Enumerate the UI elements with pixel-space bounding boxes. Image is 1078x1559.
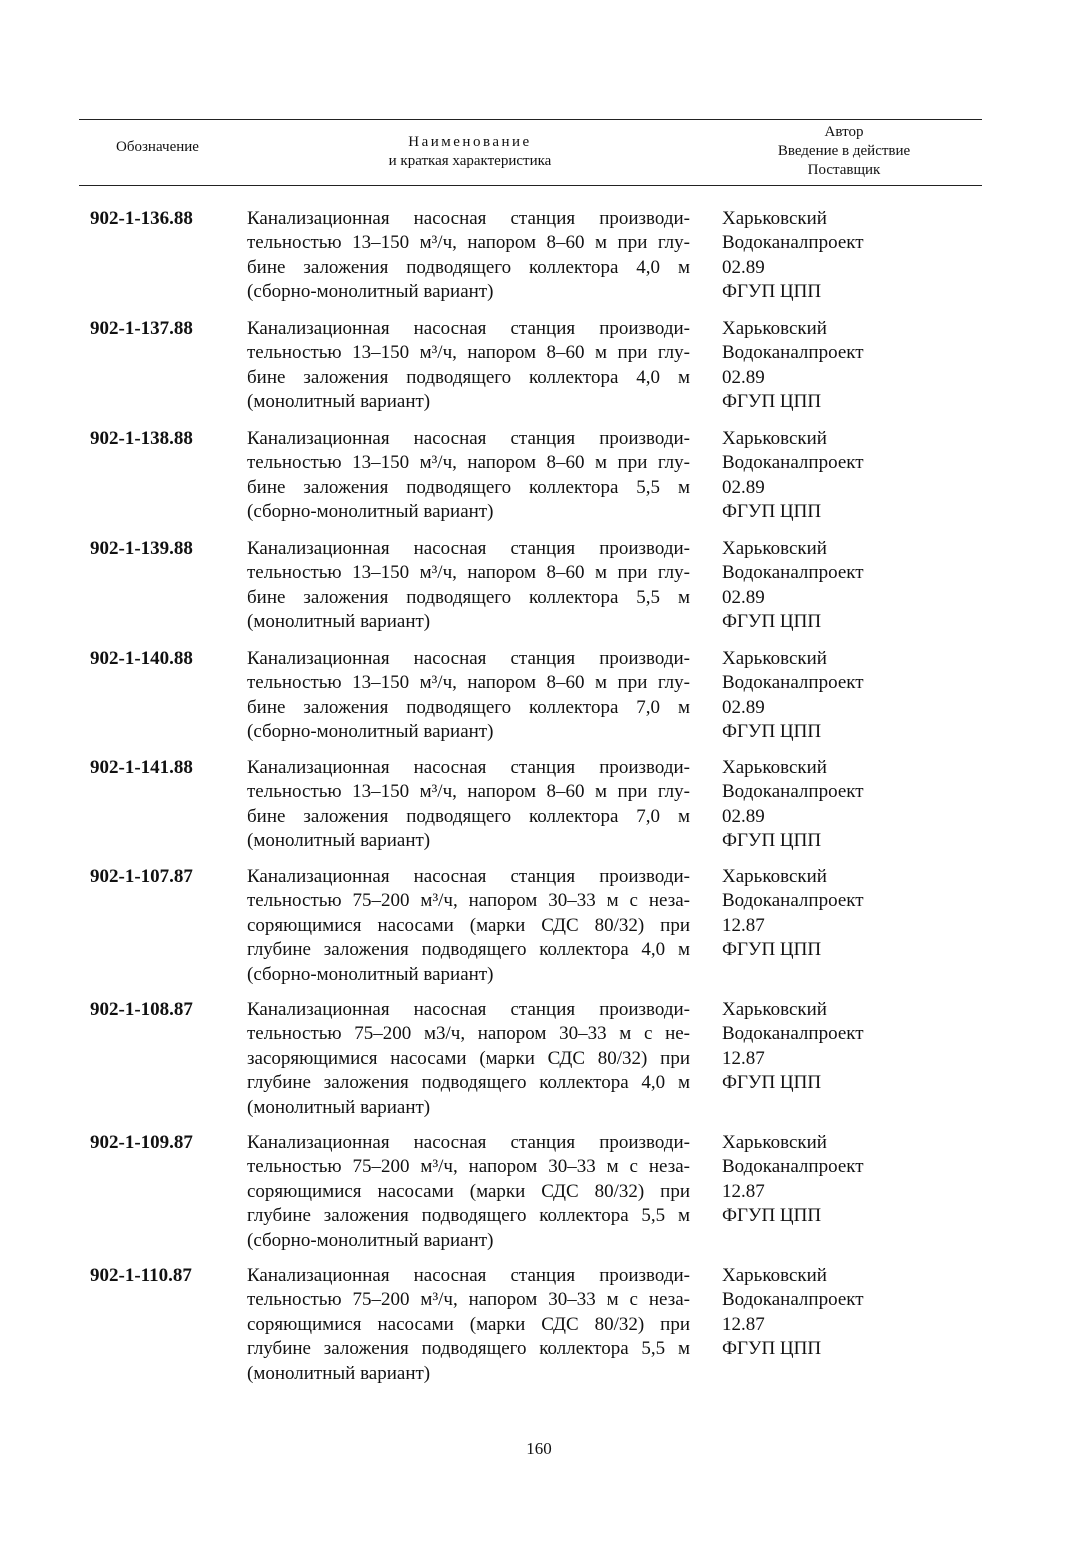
description-line: Канализационная насосная станция производи- xyxy=(247,757,690,778)
author-org: Водоканалпроект xyxy=(722,562,864,584)
entry-description xyxy=(247,756,690,854)
description-line: тельностью 13–150 м³/ч, напором 8–60 м при глу- xyxy=(247,452,690,474)
entry-code: 902-1-138.88 xyxy=(90,428,193,449)
entry-description xyxy=(247,865,690,987)
author-org: Водоканалпроект xyxy=(722,781,864,803)
entry-author xyxy=(722,427,972,525)
description-line: бине заложения подводящего коллектора 7,0 м xyxy=(247,696,690,718)
description-line: глубине заложения подводящего коллектора 4,0 м xyxy=(247,1072,690,1094)
entry-code: 902-1-140.88 xyxy=(90,648,193,669)
column-header-author-line: Автор xyxy=(824,124,864,140)
intro-date: 02.89 xyxy=(722,366,765,388)
author-city: Харьковский xyxy=(722,318,827,339)
entry-author xyxy=(722,647,972,745)
description-line: (монолитный вариант) xyxy=(247,1362,431,1384)
entry-code: 902-1-139.88 xyxy=(90,538,193,559)
column-header-author xyxy=(716,123,972,180)
intro-date: 02.89 xyxy=(722,476,765,498)
description-line: тельностью 75–200 м³/ч, напором 30–33 м с неза- xyxy=(247,1289,690,1311)
entry-author xyxy=(722,998,972,1096)
supplier: ФГУП ЦПП xyxy=(722,1338,822,1360)
description-line: Канализационная насосная станция производи- xyxy=(247,318,690,339)
page-number: 160 xyxy=(526,1439,552,1458)
intro-date: 02.89 xyxy=(722,256,765,278)
description-line: тельностью 13–150 м³/ч, напором 8–60 м при глу- xyxy=(247,342,690,364)
description-line: (сборно-монолитный вариант) xyxy=(247,1229,494,1251)
author-city: Харьковский xyxy=(722,1132,827,1153)
description-line: Канализационная насосная станция производи- xyxy=(247,208,690,229)
description-line: глубине заложения подводящего коллектора 5,5 м xyxy=(247,1205,690,1227)
supplier: ФГУП ЦПП xyxy=(722,611,822,633)
header-top-rule xyxy=(79,119,982,120)
entry-code: 902-1-109.87 xyxy=(90,1132,193,1153)
author-city: Харьковский xyxy=(722,648,827,669)
supplier: ФГУП ЦПП xyxy=(722,281,822,303)
entry-code: 902-1-137.88 xyxy=(90,318,193,339)
supplier: ФГУП ЦПП xyxy=(722,391,822,413)
author-city: Харьковский xyxy=(722,428,827,449)
entry-description xyxy=(247,647,690,745)
description-line: Канализационная насосная станция производи- xyxy=(247,1132,690,1153)
description-line: бине заложения подводящего коллектора 4,0 м xyxy=(247,256,690,278)
entry-author xyxy=(722,756,972,854)
supplier: ФГУП ЦПП xyxy=(722,1072,822,1094)
description-line: соряющимися насосами (марки СДС 80/32) при xyxy=(247,914,690,936)
author-org: Водоканалпроект xyxy=(722,342,864,364)
entry-author xyxy=(722,207,972,305)
intro-date: 12.87 xyxy=(722,914,765,936)
description-line: тельностью 13–150 м³/ч, напором 8–60 м при глу- xyxy=(247,232,690,254)
description-line: (монолитный вариант) xyxy=(247,830,431,852)
supplier: ФГУП ЦПП xyxy=(722,501,822,523)
intro-date: 12.87 xyxy=(722,1313,765,1335)
column-header-name-title: Наименование xyxy=(408,134,532,150)
entry-code: 902-1-110.87 xyxy=(90,1265,192,1286)
entry-author xyxy=(722,537,972,635)
description-line: (сборно-монолитный вариант) xyxy=(247,501,494,523)
author-org: Водоканалпроект xyxy=(722,672,864,694)
description-line: Канализационная насосная станция производи- xyxy=(247,648,690,669)
author-city: Харьковский xyxy=(722,1265,827,1286)
entry-code: 902-1-136.88 xyxy=(90,208,193,229)
author-org: Водоканалпроект xyxy=(722,1156,864,1178)
description-line: глубине заложения подводящего коллектора 4,0 м xyxy=(247,939,690,961)
entry-author xyxy=(722,1264,972,1362)
author-city: Харьковский xyxy=(722,208,827,229)
author-city: Харьковский xyxy=(722,538,827,559)
description-line: Канализационная насосная станция производи- xyxy=(247,538,690,559)
description-line: (монолитный вариант) xyxy=(247,391,431,413)
author-city: Харьковский xyxy=(722,999,827,1020)
author-org: Водоканалпроект xyxy=(722,452,864,474)
description-line: бине заложения подводящего коллектора 5,5 м xyxy=(247,586,690,608)
column-header-intro-line: Введение в действие xyxy=(777,143,911,159)
column-header-code: Обозначение xyxy=(116,139,199,155)
description-line: (сборно-монолитный вариант) xyxy=(247,963,494,985)
entry-description xyxy=(247,207,690,305)
description-line: Канализационная насосная станция производи- xyxy=(247,999,690,1020)
description-line: тельностью 13–150 м³/ч, напором 8–60 м при глу- xyxy=(247,672,690,694)
description-line: тельностью 13–150 м³/ч, напором 8–60 м при глу- xyxy=(247,562,690,584)
description-line: (монолитный вариант) xyxy=(247,611,431,633)
entry-author xyxy=(722,1131,972,1229)
author-city: Харьковский xyxy=(722,866,827,887)
description-line: Канализационная насосная станция производи- xyxy=(247,866,690,887)
header-bottom-rule xyxy=(79,185,982,186)
entry-description xyxy=(247,427,690,525)
description-line: тельностью 75–200 м3/ч, напором 30–33 м с не- xyxy=(247,1023,690,1045)
entry-description xyxy=(247,998,690,1120)
entry-code: 902-1-107.87 xyxy=(90,866,193,887)
entry-author xyxy=(722,865,972,963)
description-line: тельностью 75–200 м³/ч, напором 30–33 м с неза- xyxy=(247,890,690,912)
supplier: ФГУП ЦПП xyxy=(722,830,822,852)
description-line: бине заложения подводящего коллектора 4,0 м xyxy=(247,366,690,388)
description-line: соряющимися насосами (марки СДС 80/32) при xyxy=(247,1180,690,1202)
author-org: Водоканалпроект xyxy=(722,890,864,912)
description-line: засоряющимися насосами (марки СДС 80/32) при xyxy=(247,1047,690,1069)
entry-author xyxy=(722,317,972,415)
description-line: глубине заложения подводящего коллектора 5,5 м xyxy=(247,1338,690,1360)
description-line: тельностью 13–150 м³/ч, напором 8–60 м при глу- xyxy=(247,781,690,803)
entry-code: 902-1-108.87 xyxy=(90,999,193,1020)
description-line: Канализационная насосная станция производи- xyxy=(247,428,690,449)
description-line: Канализационная насосная станция производи- xyxy=(247,1265,690,1286)
author-city: Харьковский xyxy=(722,757,827,778)
supplier: ФГУП ЦПП xyxy=(722,721,822,743)
description-line: (сборно-монолитный вариант) xyxy=(247,281,494,303)
author-org: Водоканалпроект xyxy=(722,1023,864,1045)
entry-code: 902-1-141.88 xyxy=(90,757,193,778)
description-line: соряющимися насосами (марки СДС 80/32) при xyxy=(247,1313,690,1335)
author-org: Водоканалпроект xyxy=(722,1289,864,1311)
description-line: (сборно-монолитный вариант) xyxy=(247,721,494,743)
supplier: ФГУП ЦПП xyxy=(722,1205,822,1227)
intro-date: 02.89 xyxy=(722,805,765,827)
entry-description xyxy=(247,1264,690,1386)
column-header-supplier-line: Поставщик xyxy=(807,162,881,178)
description-line: (монолитный вариант) xyxy=(247,1096,431,1118)
author-org: Водоканалпроект xyxy=(722,232,864,254)
entry-description xyxy=(247,1131,690,1253)
entry-description xyxy=(247,537,690,635)
description-line: бине заложения подводящего коллектора 5,5 м xyxy=(247,476,690,498)
supplier: ФГУП ЦПП xyxy=(722,939,822,961)
intro-date: 02.89 xyxy=(722,586,765,608)
description-line: тельностью 75–200 м³/ч, напором 30–33 м с неза- xyxy=(247,1156,690,1178)
column-header-name xyxy=(250,133,690,171)
column-header-name-subtitle: и краткая характеристика xyxy=(388,153,552,169)
description-line: бине заложения подводящего коллектора 7,0 м xyxy=(247,805,690,827)
intro-date: 02.89 xyxy=(722,696,765,718)
intro-date: 12.87 xyxy=(722,1180,765,1202)
intro-date: 12.87 xyxy=(722,1047,765,1069)
entry-description xyxy=(247,317,690,415)
